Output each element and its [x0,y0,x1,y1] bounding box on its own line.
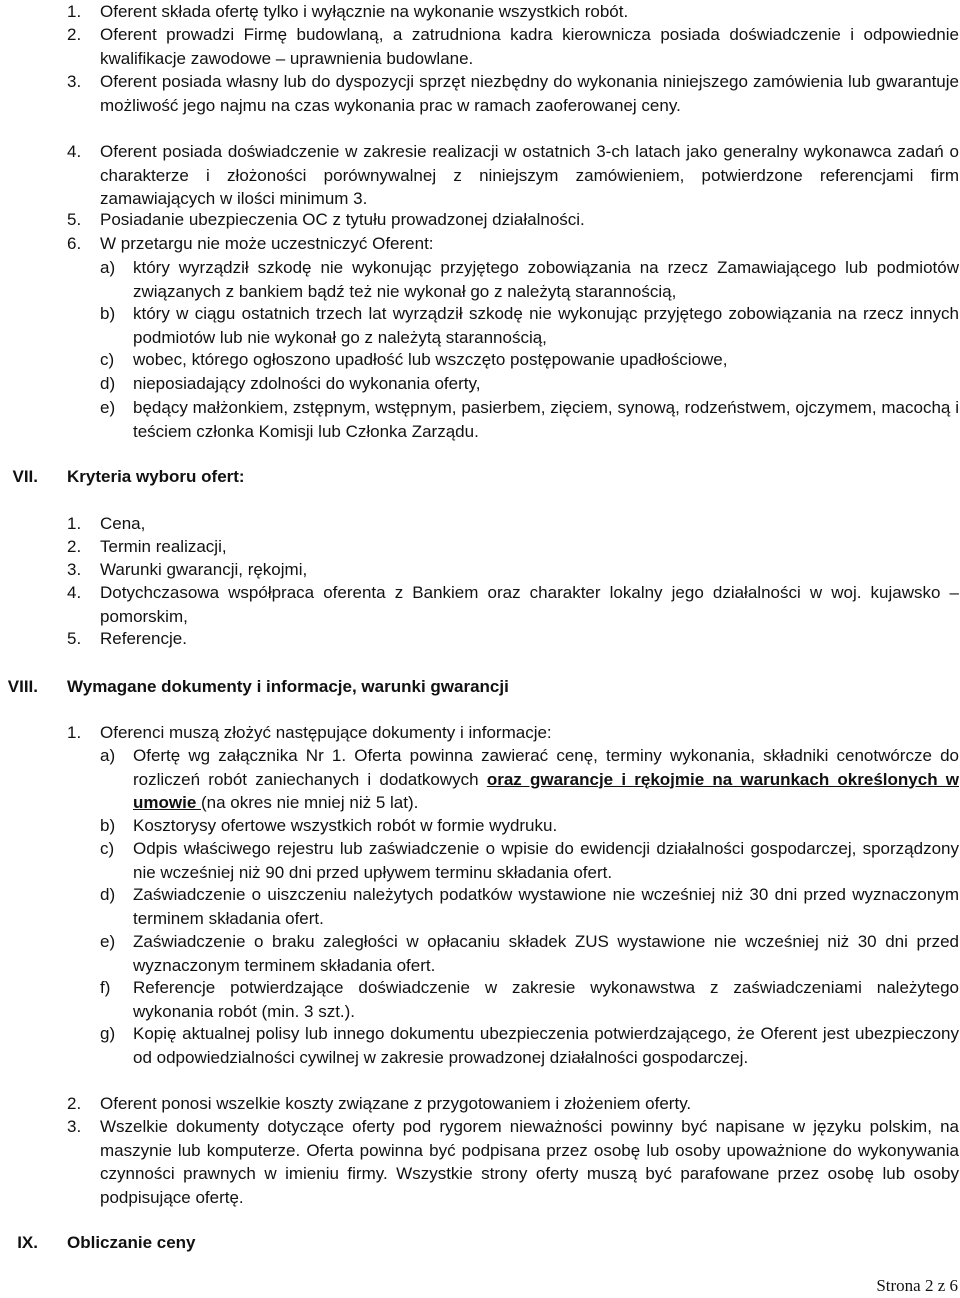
section-number-viii: VIII. [7,677,38,696]
document-item-g [100,1022,959,1069]
item-letter: d) [100,374,116,393]
item-number: 3. [67,72,82,91]
condition-item-5 [67,208,959,232]
document-item-b [100,814,959,838]
exclusion-item-b [100,302,959,349]
item-text: Referencje. [100,629,187,648]
item-number: 2. [67,25,82,44]
item-text: Kopię aktualnej polisy lub innego dokumentu ubezpieczenia potwierdzającego, że Oferent jest ubezpieczony od odpowiedzialności cywilnej w zakresie prowadzonej działalności gospodarczej. [133,1024,959,1067]
item-number: 1. [67,514,82,533]
document-item-f [100,976,959,1023]
item-text: nieposiadający zdolności do wykonania oferty, [133,374,481,393]
item-letter: b) [100,304,116,323]
doc-a-text-end: (na okres nie mniej niż 5 lat). [201,793,419,812]
exclusion-item-d [100,372,959,396]
document-item-e [100,930,959,977]
item-text: Kosztorysy ofertowe wszystkich robót w formie wydruku. [133,816,558,835]
criteria-item-1 [67,512,959,536]
criteria-item-2 [67,535,959,559]
criteria-item-4 [67,581,959,628]
section-heading-criteria: Kryteria wyboru ofert: [67,467,245,486]
documents-item-1 [67,721,959,745]
item-text: Zaświadczenie o braku zaległości w opłacaniu składek ZUS wystawione nie wcześniej niż 30 dni przed wyznaczonym terminem składania ofert. [133,932,959,975]
document-item-a [100,744,959,815]
item-text: Warunki gwarancji, rękojmi, [100,560,308,579]
item-letter: g) [100,1024,116,1043]
item-text: Wszelkie dokumenty dotyczące oferty pod rygorem nieważności powinny być napisane w języku polskim, na maszynie lub komputerze. Oferta powinna być podpisana przez osobę lub osoby upoważnione do wykonywania czynności prawnych w imieniu firmy. Wszystkie strony oferty muszą być parafowane przez osobę lub osoby podpisujące ofertę. [100,1117,959,1207]
item-text: który wyrządził szkodę nie wykonując przyjętego zobowiązania na rzecz Zamawiającego lub podmiotów związanych z bankiem bądź też nie wykonał go z należytą starannością, [133,258,959,301]
item-text: wobec, którego ogłoszono upadłość lub wszczęto postępowanie upadłościowe, [133,350,728,369]
item-number: 2. [67,537,82,556]
section-number-ix: IX. [17,1233,38,1252]
item-letter: b) [100,816,116,835]
item-text: Referencje potwierdzające doświadczenie w zakresie wykonawstwa z zaświadczeniami należytego wykonania robót (min. 3 szt.). [133,978,959,1021]
criteria-item-3 [67,558,959,582]
item-text: Oferent posiada doświadczenie w zakresie realizacji w ostatnich 3-ch latach jako generalny wykonawca zadań o charakterze i złożoności porównywalnej z niniejszym zamówieniem, potwierdzone referencjami firm zamawiających w ilości minimum 3. [100,142,959,208]
condition-item-2 [67,23,959,70]
item-text: Oferent składa ofertę tylko i wyłącznie na wykonanie wszystkich robót. [100,2,629,21]
doc-a-text: Ofertę wg załącznika Nr 1. Oferta powinna zawierać cenę, terminy wykonania, składniki cenotwórcze do rozliczeń robót zaniechanych i dodatkowych [133,746,959,789]
item-letter: c) [100,350,115,369]
item-text: który w ciągu ostatnich trzech lat wyrządził szkodę nie wykonując przyjętego zobowiązania na rzecz innych podmiotów lub nie wykonał go z należytą starannością, [133,304,959,347]
item-letter: a) [100,258,116,277]
item-text: Oferent ponosi wszelkie koszty związane z przygotowaniem i złożeniem oferty. [100,1094,692,1113]
item-letter: f) [100,978,111,997]
item-number: 6. [67,234,82,253]
documents-item-2 [67,1092,959,1116]
criteria-item-5 [67,627,959,651]
exclusion-item-e [100,396,959,443]
item-number: 1. [67,723,82,742]
item-letter: a) [100,746,116,765]
exclusion-item-c [100,348,959,372]
condition-item-1 [67,0,959,24]
document-item-d [100,883,959,930]
item-text: W przetargu nie może uczestniczyć Oferent: [100,234,434,253]
page-number: Strona 2 z 6 [876,1276,958,1295]
item-text: Posiadanie ubezpieczenia OC z tytułu prowadzonej działalności. [100,210,585,229]
item-letter: e) [100,932,116,951]
item-letter: d) [100,885,116,904]
item-letter: e) [100,398,116,417]
document-item-c [100,837,959,884]
exclusion-item-a [100,256,959,303]
item-text: Oferenci muszą złożyć następujące dokumenty i informacje: [100,723,552,742]
item-number: 1. [67,2,82,21]
item-text: Cena, [100,514,146,533]
condition-item-6 [67,232,959,256]
item-text: Oferent posiada własny lub do dyspozycji sprzęt niezbędny do wykonania niniejszego zamówienia lub gwarantuje możliwość jego najmu na czas wykonania prac w ramach zaoferowanej ceny. [100,72,959,115]
condition-item-4 [67,140,959,211]
section-heading-documents: Wymagane dokumenty i informacje, warunki gwarancji [67,677,509,696]
item-text: Odpis właściwego rejestru lub zaświadczenie o wpisie do ewidencji działalności gospodarczej, sporządzony nie wcześniej niż 90 dni przed upływem terminu składania ofert. [133,839,959,882]
item-text: Termin realizacji, [100,537,227,556]
condition-item-3 [67,70,959,117]
item-number: 5. [67,629,82,648]
item-text: Oferent prowadzi Firmę budowlaną, a zatrudniona kadra kierownicza posiada doświadczenie i odpowiednie kwalifikacje zawodowe – uprawnienia budowlane. [100,25,959,68]
item-text: będący małżonkiem, zstępnym, wstępnym, pasierbem, zięciem, synową, rodzeństwem, ojczymem, macochą i teściem członka Komisji lub Członka Zarządu. [133,398,959,441]
documents-item-3 [67,1115,959,1209]
item-text: Zaświadczenie o uiszczeniu należytych podatków wystawione nie wcześniej niż 30 dni przed wyznaczonym terminem składania ofert. [133,885,959,928]
item-number: 2. [67,1094,82,1113]
section-number-vii: VII. [12,467,38,486]
item-letter: c) [100,839,115,858]
item-number: 3. [67,560,82,579]
item-number: 4. [67,142,82,161]
item-number: 4. [67,583,82,602]
item-text: Dotychczasowa współpraca oferenta z Bankiem oraz charakter lokalny jego działalności w woj. kujawsko – pomorskim, [100,583,959,626]
section-heading-price: Obliczanie ceny [67,1233,196,1252]
item-number: 5. [67,210,82,229]
item-text [133,744,959,815]
item-number: 3. [67,1117,82,1136]
doc-a-underlined-text: oraz gwarancje i rękojmie na warunkach określonych w umowie [133,769,960,812]
